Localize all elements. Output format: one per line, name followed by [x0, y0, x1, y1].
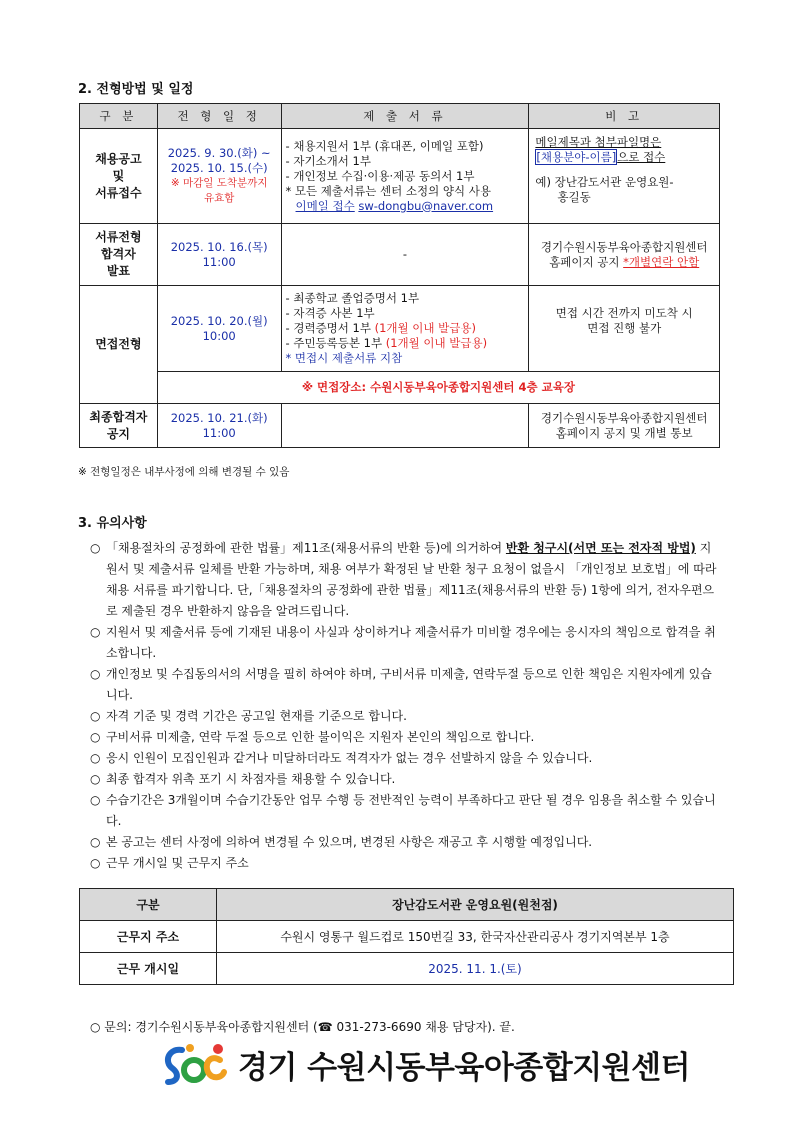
stage-text: 채용공고	[95, 151, 142, 166]
list-item	[90, 706, 722, 727]
doc-text: - 자격증 사본 1부	[285, 306, 375, 320]
date-cell	[157, 224, 281, 286]
remark-line: 면접 진행 불가	[587, 321, 662, 335]
stage-cell	[80, 129, 158, 224]
item-text-part: 지원서 및 제출서류 일체를 반환 가능하며, 채용 여부가 확정된 날 반환 청구 요청이 없을시 「개인정보 보호법」에 따라 채용 서류를 파기합니다. 단,「채용절차의 공정화에 관한 법률」제11조(채용서류의 반환 등) 1항에 의거, 전자우편으로 제출된 경우 반환하지 않음을 알려드립니다.	[106, 541, 717, 618]
remarks-cell	[529, 404, 720, 448]
notice-list	[90, 538, 722, 874]
doc-text: - 최종학교 졸업증명서 1부	[285, 291, 420, 305]
table-row	[80, 286, 720, 372]
doc-line: - 채용지원서 1부 (휴대폰, 이메일 포함)	[285, 138, 484, 153]
table-header-row	[80, 889, 734, 921]
stage-text: 및	[112, 168, 125, 183]
item-text: 응시 인원이 모집인원과 같거나 미달하더라도 적격자가 없는 경우 선발하지 않을 수 있습니다.	[106, 751, 593, 765]
schedule-table	[79, 103, 720, 448]
date-text: 2025. 10. 21.(화)	[170, 410, 268, 425]
inquiry-line: ○ 문의: 경기수원시동부육아종합지원센터 (☎ 031-273-6690 채용 담당자). 끝.	[90, 1020, 515, 1034]
bullet-icon: ○	[90, 709, 101, 723]
address-label: 근무지 주소	[80, 921, 217, 953]
stage-text: 발표	[106, 264, 130, 278]
center-logo-icon	[160, 1040, 230, 1088]
stage-cell: 면접전형	[80, 286, 158, 404]
documents-cell	[281, 404, 529, 448]
list-item	[90, 748, 722, 769]
deadline-note: 유효함	[203, 192, 235, 204]
item-text-part: 「채용절차의 공정화에 관한 법률」제11조(채용서류의 반환 등)에 의거하여	[106, 541, 506, 555]
header-schedule: 전 형 일 정	[157, 104, 281, 129]
date-text: 2025. 10. 16.(목)	[170, 239, 268, 254]
section-2-title: 2. 전형방법 및 일정	[78, 82, 194, 97]
header-documents: 제 출 서 류	[281, 104, 529, 129]
bullet-icon: ○	[90, 730, 101, 744]
item-text: 최종 합격자 위촉 포기 시 차점자를 채용할 수 있습니다.	[106, 772, 396, 786]
table-row	[80, 129, 720, 224]
item-text: 구비서류 미제출, 연락 두절 등으로 인한 불이익은 지원자 본인의 책임으로 합니다.	[106, 730, 535, 744]
item-text: 자격 기준 및 경력 기간은 공고일 현재를 기준으로 합니다.	[106, 709, 407, 723]
doc-line: - 자기소개서 1부	[285, 153, 371, 168]
date-cell	[157, 286, 281, 372]
doc-line	[286, 321, 525, 336]
date-text: 11:00	[202, 254, 236, 269]
footer-logo	[160, 1040, 690, 1088]
interview-venue: ※ 면접장소: 수원시동부육아종합지원센터 4층 교육장	[157, 372, 719, 404]
stage-text: 최종합격자	[89, 409, 148, 424]
address-value: 수원시 영통구 월드컵로 150번길 33, 한국자산관리공사 경기지역본부 1층	[217, 921, 734, 953]
remark-line: 경기수원시동부육아종합지원센터	[540, 410, 708, 425]
doc-text: - 경력증명서 1부	[285, 321, 375, 335]
stage-text: 서류접수	[95, 185, 142, 200]
start-date-value: 2025. 11. 1.(토)	[217, 953, 734, 985]
bullet-icon: ○	[90, 793, 101, 807]
bullet-icon: ○	[90, 667, 101, 681]
item-text	[106, 538, 722, 622]
bullet-icon: ○	[90, 625, 101, 639]
documents-cell	[281, 286, 529, 372]
doc-note: (1개월 이내 발급용)	[374, 321, 476, 335]
item-text: 근무 개시일 및 근무지 주소	[106, 856, 249, 870]
list-item	[90, 769, 722, 790]
bullet-icon: ○	[90, 856, 101, 870]
date-text: 2025. 10. 15.(수)	[170, 161, 268, 175]
center-name: 경기 수원시동부육아종합지원센터	[238, 1049, 690, 1086]
remark-line: 경기수원시동부육아종합지원센터	[540, 239, 708, 254]
stage-cell	[80, 404, 158, 448]
table-row	[80, 953, 734, 985]
remark-line: 홈페이지 공지	[549, 254, 620, 269]
item-text: 본 공고는 센터 사정에 의하여 변경될 수 있으며, 변경된 사항은 재공고 후 시행할 예정입니다.	[106, 835, 593, 849]
stage-text: 공지	[106, 426, 130, 441]
doc-line	[286, 336, 525, 351]
email-label: 이메일 접수	[295, 198, 355, 213]
section-3-title: 3. 유의사항	[78, 516, 147, 531]
schedule-footnote: ※ 전형일정은 내부사정에 의해 변경될 수 있음	[78, 466, 290, 478]
email-line	[286, 199, 525, 214]
remark-line: 홍길동	[557, 190, 591, 204]
stage-cell	[80, 224, 158, 286]
doc-line	[286, 306, 525, 321]
stage-text: 서류전형	[95, 230, 142, 244]
list-item	[90, 622, 722, 664]
remarks-cell	[529, 286, 720, 372]
table-row	[80, 921, 734, 953]
stage-text: 합격자	[101, 247, 136, 261]
bullet-icon: ○	[90, 835, 101, 849]
start-date-label: 근무 개시일	[80, 953, 217, 985]
doc-line: * 면접시 제출서류 지참	[285, 351, 403, 365]
item-text: 수습기간은 3개월이며 수습기간동안 업무 수행 등 전반적인 능력이 부족하다고 판단 될 경우 임용을 취소할 수 있습니다.	[106, 793, 716, 828]
header-position: 장난감도서관 운영요원(원천점)	[217, 889, 734, 921]
date-text: 11:00	[202, 425, 236, 440]
item-text: 개인정보 및 수집동의서의 서명을 필히 하여야 하며, 구비서류 미제출, 연락두절 등으로 인한 책임은 지원자에게 있습니다.	[106, 667, 712, 702]
list-item	[90, 790, 722, 832]
mail-subject-format: [채용분야-이름]	[536, 150, 617, 164]
remark-line: 으로 접수	[617, 150, 666, 164]
list-item	[90, 664, 722, 706]
remarks-cell	[529, 129, 720, 224]
doc-line: - 개인정보 수집·이용·제공 동의서 1부	[285, 168, 475, 183]
table-header-row	[80, 104, 720, 129]
date-text: 10:00	[202, 328, 236, 343]
doc-text: - 주민등록등본 1부	[285, 336, 386, 350]
doc-line: * 모든 제출서류는 센터 소정의 양식 사용	[285, 183, 491, 198]
bullet-icon: ○	[90, 541, 101, 555]
table-row	[80, 372, 720, 404]
date-cell	[157, 129, 281, 224]
date-text: 2025. 9. 30.(화) ~	[167, 146, 271, 160]
deadline-note: ※ 마감일 도착분까지	[170, 177, 268, 189]
list-item	[90, 727, 722, 748]
email-address[interactable]: sw-dongbu@naver.com	[358, 198, 494, 213]
table-row	[80, 224, 720, 286]
remark-line: 메일제목과 첨부파일명은	[535, 135, 662, 149]
item-text: 지원서 및 제출서류 등에 기재된 내용이 사실과 상이하거나 제출서류가 미비할 경우에는 응시자의 책임으로 합격을 취소합니다.	[106, 625, 716, 660]
table-row	[80, 404, 720, 448]
date-text: 2025. 10. 20.(월)	[170, 313, 268, 328]
return-request-emphasis: 반환 청구시(서면 또는 전자적 방법)	[505, 541, 696, 555]
remarks-cell	[529, 224, 720, 286]
header-category: 구 분	[80, 104, 158, 129]
work-info-table	[79, 888, 734, 985]
list-item	[90, 853, 722, 874]
remark-line: 홈페이지 공지 및 개별 통보	[555, 425, 693, 440]
remark-line: 면접 시간 전까지 미도착 시	[555, 306, 693, 320]
doc-note: (1개월 이내 발급용)	[385, 336, 488, 350]
date-cell	[157, 404, 281, 448]
documents-cell: -	[281, 224, 529, 286]
remark-line: 예) 장난감도서관 운영요원-	[535, 175, 674, 189]
list-item	[90, 832, 722, 853]
no-individual-contact: *개별연락 안함	[623, 254, 700, 269]
documents-cell	[281, 129, 529, 224]
header-remarks: 비 고	[529, 104, 720, 129]
list-item	[90, 538, 722, 622]
bullet-icon: ○	[90, 772, 101, 786]
doc-line	[286, 291, 525, 306]
header-category: 구분	[80, 889, 217, 921]
bullet-icon: ○	[90, 751, 101, 765]
